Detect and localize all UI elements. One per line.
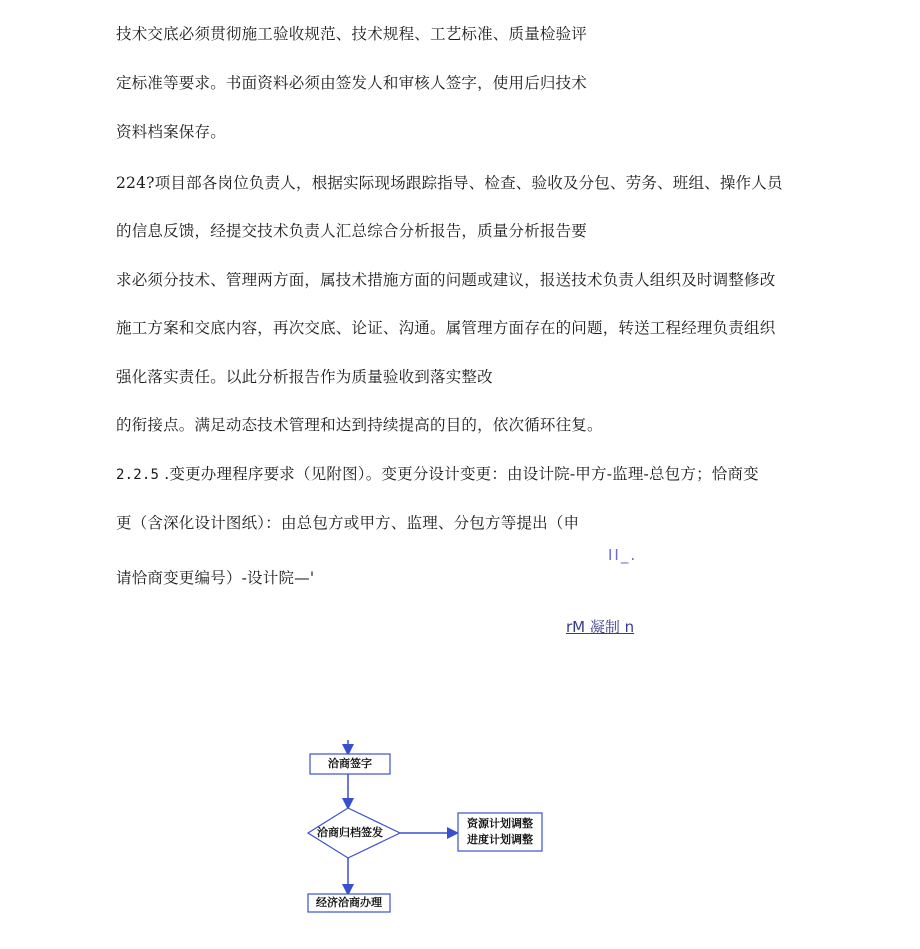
paragraph-2-line-2: 的信息反馈，经提交技术负责人汇总综合分析报告，质量分析报告要 [116,222,588,240]
paragraph-2-line-6: 的衔接点。满足动态技术管理和达到持续提高的目的，依次循环往复。 [116,416,603,434]
paragraph-1-line-1: 技术交底必须贯彻施工验收规范、技术规程、工艺标准、质量检验评 [116,25,588,43]
box-right-label-1: 资源计划调整 [467,817,533,830]
paragraph-1-line-3: 资料档案保存。 [116,123,226,141]
paragraph-3-line-1 [116,464,759,485]
ocr-artifact-2: rM 凝制 n [566,618,635,636]
box-right-label-2: 进度计划调整 [467,833,533,846]
paragraph-1-line-2: 定标准等要求。书面资料必须由签发人和审核人签字，使用后归技术 [116,74,588,92]
paragraph-3-text: .变更办理程序要求（见附图）。变更分设计变更：由设计院-甲方-监理-总包方；恰商变 [159,465,759,483]
box-top-label: 洽商签字 [328,757,372,770]
paragraph-3-line-2: 更（含深化设计图纸）：由总包方或甲方、监理、分包方等提出（申 [116,514,580,532]
paragraph-2-line-1 [116,173,783,193]
section-number: 224? [116,174,155,192]
paragraph-2-text: 项目部各岗位负责人，根据实际现场跟踪指导、检查、验收及分包、劳务、班组、操作人员 [154,174,783,192]
box-bottom-label: 经济洽商办理 [316,896,382,909]
change-process-flowchart [300,740,560,920]
ocr-artifact-1: II_. [608,546,638,564]
diamond-label: 洽商归档签发 [317,826,383,839]
paragraph-2-line-3: 求必须分技术、管理两方面，属技术措施方面的问题或建议，报送技术负责人组织及时调整修改 [116,271,776,289]
paragraph-2-line-4: 施工方案和交底内容，再次交底、论证、沟通。属管理方面存在的问题，转送工程经理负责组织 [116,319,776,337]
paragraph-2-line-5: 强化落实责任。以此分析报告作为质量验收到落实整改 [116,368,493,386]
paragraph-3-line-3: 请恰商变更编号）-设计院—' [116,569,315,587]
section-number: 2.2.5 [116,467,160,483]
